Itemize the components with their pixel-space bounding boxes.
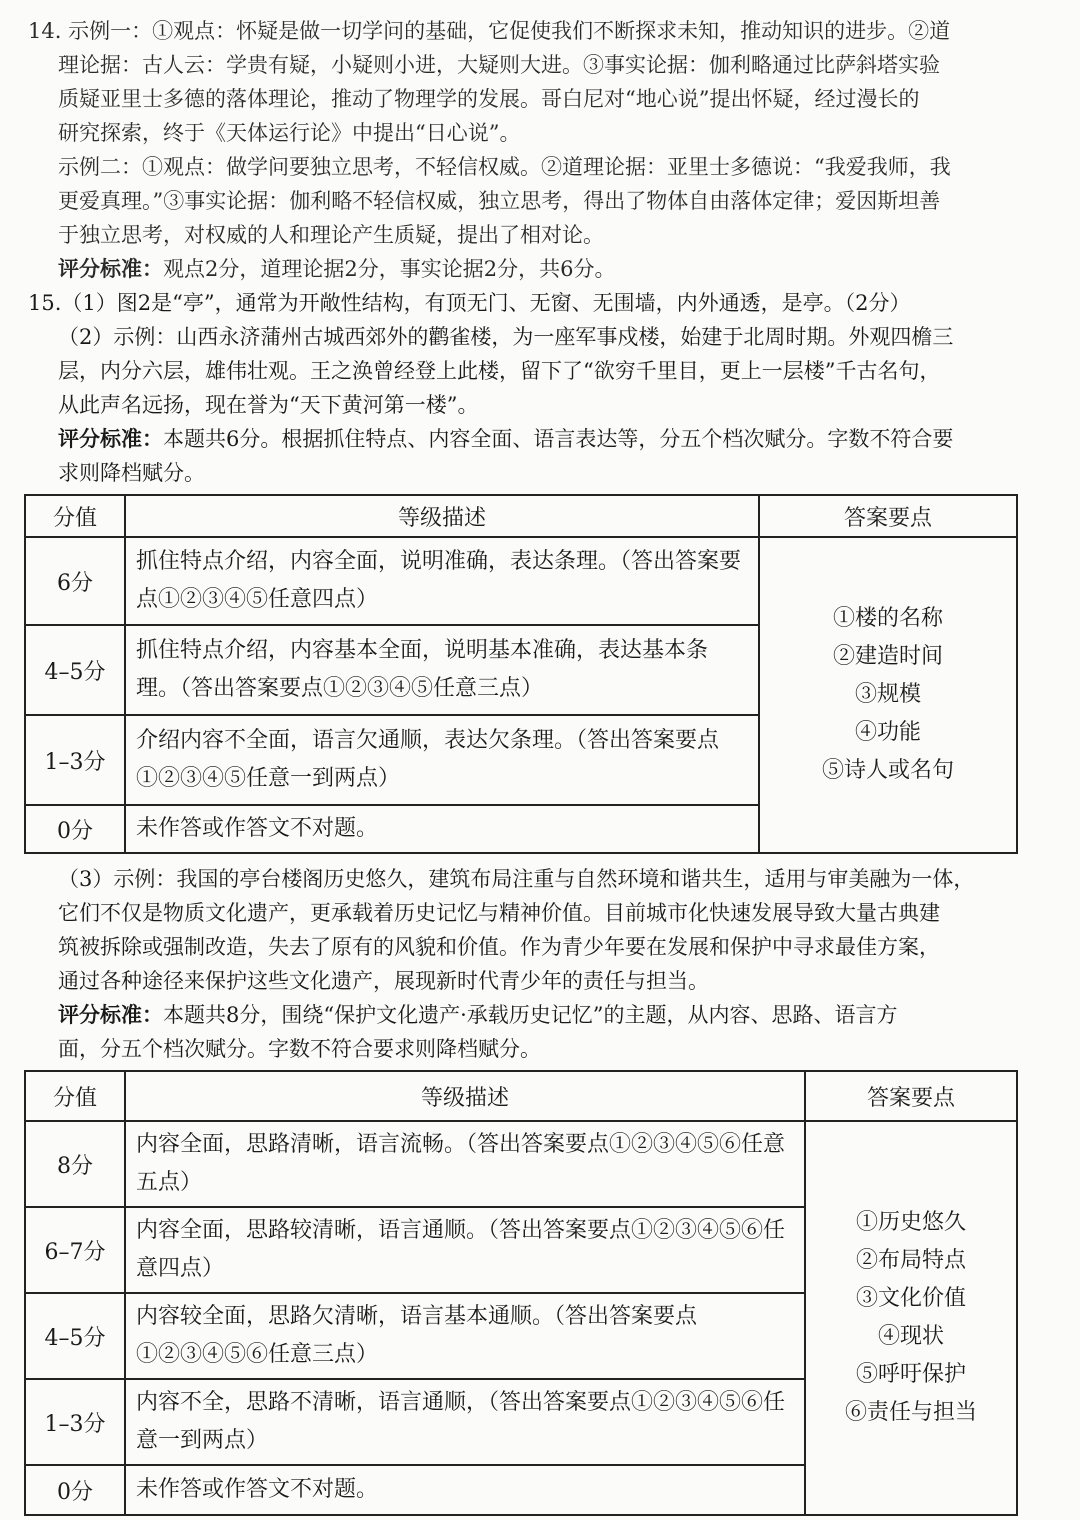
q14-example2-line: 示例二：①观点：做学问要独立思考，不轻信权威。②道理论据：亚里士多德说：“我爱我师，我 [58,155,951,179]
score-cell: 0分 [25,1465,125,1515]
criteria-text: 本题共8分，围绕“保护文化遗产·承载历史记忆”的主题，从内容、思路、语言方 [163,1003,898,1027]
criteria-label: 评分标准： [58,1002,163,1027]
grading-table-part3 [24,1070,1018,1516]
header-score: 分值 [25,1071,125,1121]
question-14 [28,14,1052,286]
description-cell: 抓住特点介绍，内容基本全面，说明基本准确，表达基本条理。（答出答案要点①②③④⑤任意三点） [125,625,759,715]
key-point: ③文化价值 [855,1286,966,1311]
table-row [25,1121,1017,1207]
q15-scoring-criteria-cont: 求则降档赋分。 [58,461,205,485]
criteria-label: 评分标准： [58,426,163,451]
description-cell: 内容不全，思路不清晰，语言通顺，（答出答案要点①②③④⑤⑥任意一到两点） [125,1379,805,1465]
grading-table-part2 [24,494,1018,854]
score-cell: 0分 [25,805,125,853]
score-cell: 1–3分 [25,715,125,805]
q15-part3-line: （3）示例：我国的亭台楼阁历史悠久，建筑布局注重与自然环境和谐共生，适用与审美融为一体， [58,867,975,891]
q15-part2-line: 层，内分六层，雄伟壮观。王之涣曾经登上此楼，留下了“欲穷千里目，更上一层楼”千古名句， [58,359,941,383]
q15-part2-line: （2）示例：山西永济蒲州古城西郊外的鹳雀楼，为一座军事戍楼，始建于北周时期。外观四檐三 [58,325,954,349]
header-description: 等级描述 [125,495,759,537]
score-cell: 1–3分 [25,1379,125,1465]
q14-example2-line: 于独立思考，对权威的人和理论产生质疑，提出了相对论。 [58,223,604,247]
q15-part3-line: 筑被拆除或强制改造，失去了原有的风貌和价值。作为青少年要在发展和保护中寻求最佳方案， [58,935,940,959]
q15-part3-criteria [58,998,1052,1032]
header-key-points: 答案要点 [759,495,1017,537]
question-number: 15. [28,291,62,315]
q15-scoring-criteria [58,422,1052,456]
score-cell: 4–5分 [25,625,125,715]
description-cell: 内容全面，思路较清晰，语言通顺。（答出答案要点①②③④⑤⑥任意四点） [125,1207,805,1293]
header-description: 等级描述 [125,1071,805,1121]
q14-example1-line [28,14,1052,48]
q15-part3-criteria-cont: 面，分五个档次赋分。字数不符合要求则降档赋分。 [58,1037,541,1061]
q15-part3-line: 它们不仅是物质文化遗产，更承载着历史记忆与精神价值。目前城市化快速发展导致大量古典建 [58,901,940,925]
header-score: 分值 [25,495,125,537]
key-point: ⑤呼吁保护 [855,1362,966,1387]
description-cell: 未作答或作答文不对题。 [125,805,759,853]
q15-part1-text: （1）图2是“亭”，通常为开敞性结构，有顶无门、无窗、无围墙，内外通透，是亭。（2分） [61,291,911,315]
key-points-cell [805,1121,1017,1515]
key-points-cell [759,537,1017,853]
key-point: ⑥责任与担当 [844,1400,977,1425]
score-cell: 8分 [25,1121,125,1207]
criteria-label: 评分标准： [58,256,163,281]
criteria-text: 本题共6分。根据抓住特点、内容全面、语言表达等，分五个档次赋分。字数不符合要 [163,427,954,451]
description-cell: 内容较全面，思路欠清晰，语言基本通顺。（答出答案要点①②③④⑤⑥任意三点） [125,1293,805,1379]
description-cell: 未作答或作答文不对题。 [125,1465,805,1515]
table-row [25,537,1017,625]
q14-example1-line: 质疑亚里士多德的落体理论，推动了物理学的发展。哥白尼对“地心说”提出怀疑，经过漫长的 [58,87,920,111]
q14-example1-line: 理论据：古人云：学贵有疑，小疑则小进，大疑则大进。③事实论据：伽利略通过比萨斜塔实验 [58,53,940,77]
description-cell: 抓住特点介绍，内容全面，说明准确，表达条理。（答出答案要点①②③④⑤任意四点） [125,537,759,625]
key-point: ①楼的名称 [832,606,943,631]
score-cell: 6–7分 [25,1207,125,1293]
question-15 [28,286,1052,1516]
q15-part1 [28,286,1052,320]
score-cell: 6分 [25,537,125,625]
key-point: ②布局特点 [855,1248,966,1273]
key-point: ②建造时间 [832,644,943,669]
header-key-points: 答案要点 [805,1071,1017,1121]
key-point: ④现状 [877,1324,944,1349]
description-cell: 介绍内容不全面，语言欠通顺，表达欠条理。（答出答案要点①②③④⑤任意一到两点） [125,715,759,805]
key-point: ⑤诗人或名句 [821,758,954,783]
q15-part3-line: 通过各种途径来保护这些文化遗产，展现新时代青少年的责任与担当。 [58,969,709,993]
question-number: 14. [28,19,62,43]
q14-example2-line: 更爱真理。”③事实论据：伽利略不轻信权威，独立思考，得出了物体自由落体定律；爱因斯坦善 [58,189,941,213]
q14-example1-line: 研究探索，终于《天体运行论》中提出“日心说”。 [58,121,521,145]
criteria-text: 观点2分，道理论据2分，事实论据2分，共6分。 [163,257,616,281]
score-cell: 4–5分 [25,1293,125,1379]
q15-part2-line: 从此声名远扬，现在誉为“天下黄河第一楼”。 [58,393,479,417]
table-header-row [25,1071,1017,1121]
key-point: ④功能 [854,720,921,745]
key-point: ③规模 [854,682,921,707]
key-point: ①历史悠久 [855,1210,966,1235]
description-cell: 内容全面，思路清晰，语言流畅。（答出答案要点①②③④⑤⑥任意五点） [125,1121,805,1207]
q14-example1-text: 示例一：①观点：怀疑是做一切学问的基础，它促使我们不断探求未知，推动知识的进步。②道 [68,19,951,43]
q14-scoring-criteria [58,252,1052,286]
table-header-row [25,495,1017,537]
